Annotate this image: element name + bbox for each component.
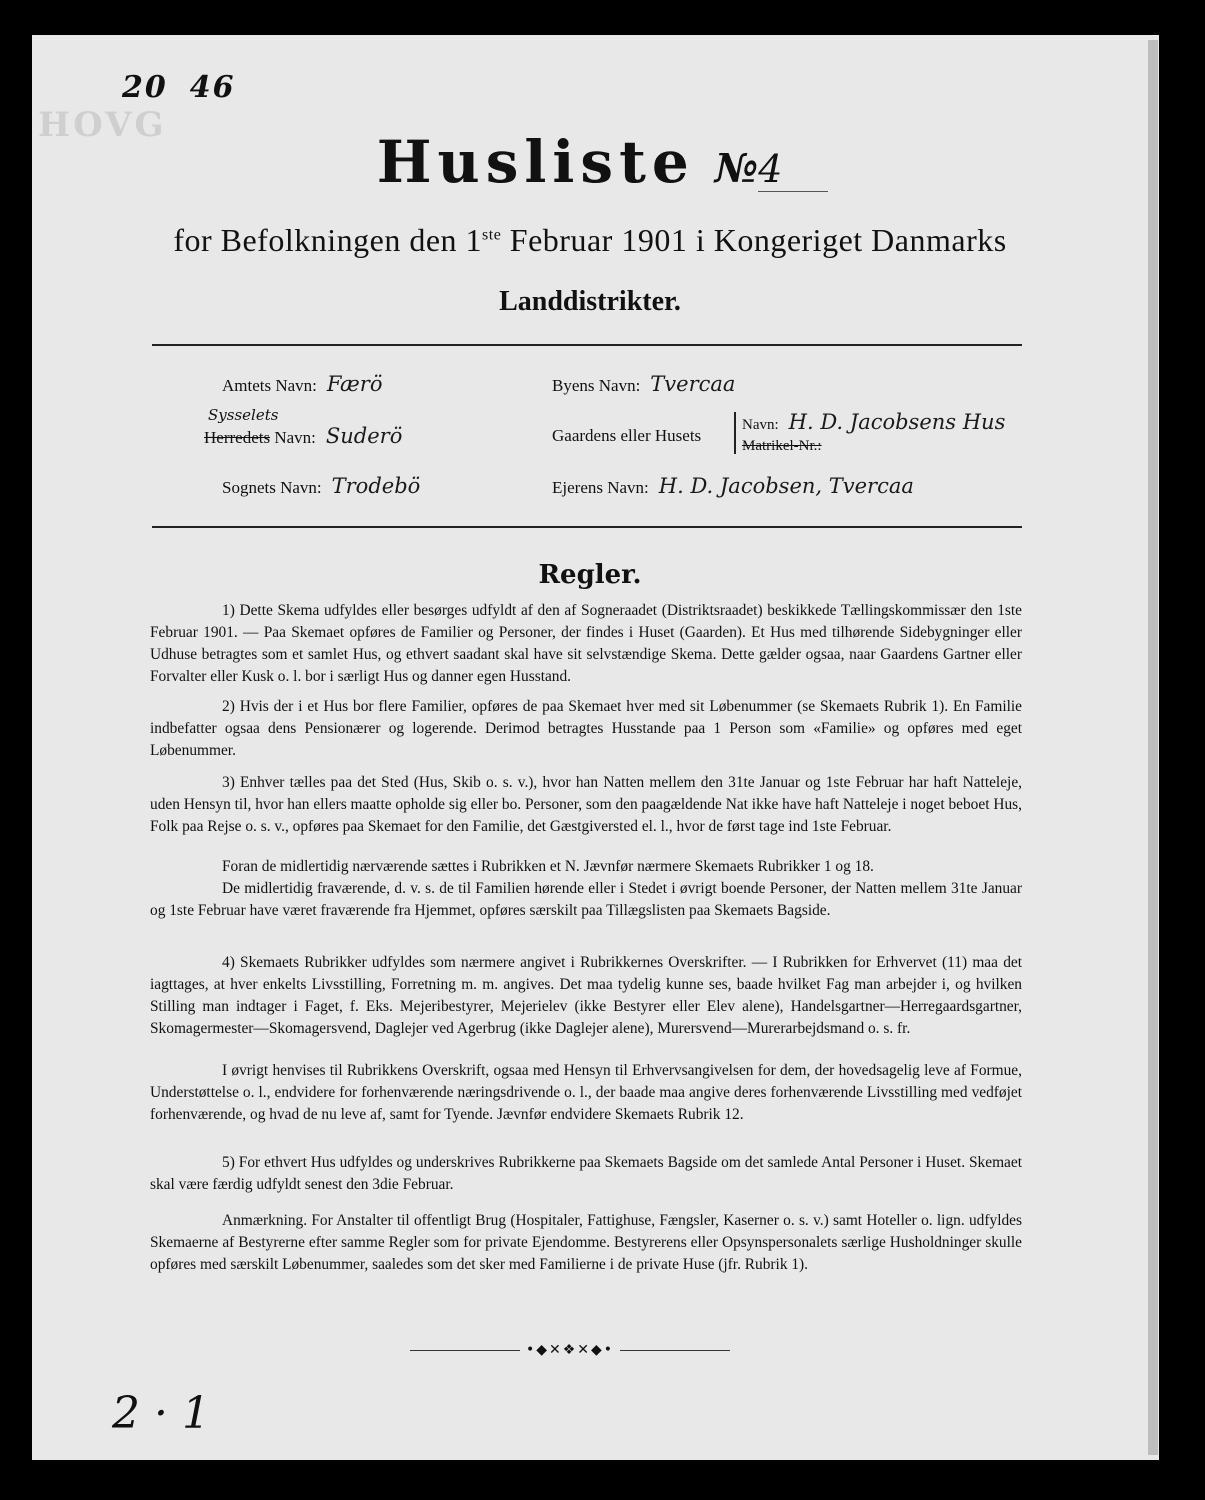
subtitle-post: Februar 1901 i Kongeriget Danmarks [501,222,1007,258]
amt-field [222,372,382,396]
navn-value: H. D. Jacobsens Hus [788,410,1006,434]
rule-2-text: 2) Hvis der i et Hus bor flere Familier, opføres de paa Skemaet hver med sit Løbenummer (se Skemaets Rubrik 1). En Familie indbefatter ogsaa dens Pensionærer og logerende. Derimod betragtes Husstande paa 1 Person som «Familie» og opføres med eget Løbenummer. [150,698,1022,759]
ornament-glyphs: •◆✕❖✕◆• [525,1342,615,1358]
rule-1-text: 1) Dette Skema udfyldes eller besørges udfyldt af den af Sogneraadet (Distriktsraadet) beskikkede Tællingskommissær den 1ste Februar 1901. — Paa Skemaet opføres de Familier og Personer, der findes i Huset (Gaarden). Et Hus med tilhørende Sidebygninger eller Udhuse betragtes som et samlet Hus, og ethvert saadant skal have sit selvstændige Skema. Dette gælder ogsaa, naar Gaardens Gartner eller Forvalter eller Kusk o. l. bor i særligt Hus og danner egen Husstand. [150,602,1022,685]
amt-label: Amtets Navn: [222,376,317,395]
by-label: Byens Navn: [552,376,641,395]
district-heading: Landdistrikter. [499,286,681,317]
by-value: Tvercaa [650,372,736,396]
archive-number-right: 46 [189,70,236,105]
herred-label: Navn: [274,428,316,447]
rule-3-note-b [150,878,1022,922]
subtitle-pre: for Befolkningen den 1 [173,222,483,258]
ornament-line-left [410,1350,520,1351]
archive-number-left: 20 [122,70,168,105]
sogn-label: Sognets Navn: [222,478,322,497]
rules-heading: Regler. [538,560,642,590]
herred-field [204,424,402,448]
rule-1 [150,600,1022,688]
top-rule [152,344,1022,346]
rule-4 [150,952,1022,1040]
subtitle-sup: ste [482,226,502,244]
amt-value: Færö [326,372,383,396]
herred-label-struck: Herredets [204,428,271,447]
rule-3-text: 3) Enhver tælles paa det Sted (Hus, Skib o. s. v.), hvor han Natten mellem den 31te Januar og 1ste Februar har haft Natteleje, uden Hensyn til, hvor han ellers maatte opholde sig eller bo. Personer, som den paagældende Nat ikke have haft Natteleje i noget beboet Hus, Folk paa Rejse o. s. v., opføres paa Skemaet for den Familie, det Gæstgiversted el. l., hvor de først tage ind 1ste Februar. [150,774,1022,835]
title-row [0,128,1205,196]
ejer-label: Ejerens Navn: [552,478,649,497]
annotation-note [150,1210,1022,1276]
field-bracket [734,412,736,454]
rule-3-note-a-text: Foran de midlertidig nærværende sættes i Rubrikken et N. Jævnfør nærmere Skemaets Rubrikker 1 og 18. [222,858,874,875]
handwritten-corner-note: 2 · 1 [112,1388,210,1439]
gaard-label: Gaardens eller Husets [552,426,702,445]
rule-3 [150,772,1022,838]
ejer-value: H. D. Jacobsen, Tvercaa [658,474,914,498]
form-number-value: 4 [758,147,828,192]
herred-value: Suderö [325,424,403,448]
rule-2 [150,696,1022,762]
matrikel-field [742,438,822,455]
rule-4-note-text: I øvrigt henvises til Rubrikkens Overskrift, ogsaa med Hensyn til Erhvervsangivelsen for dem, der hovedsagelig leve af Formue, Understøttelse o. l., endvidere for forhenværende næringsdrivende o. l., der baade maa angive deres forhenværende Livsstilling med vedføjet forhenværende, og hvad de nu leve af, samt for Tyende. Jævnfør endvidere Skemaets Rubrik 12. [150,1062,1022,1123]
syssel-above: Sysselets [208,406,279,424]
rule-3-note-b-text: De midlertidig fraværende, d. v. s. de til Familien hørende eller i Stedet i øvrigt boende Personer, der Natten mellem 31te Januar og 1ste Februar have været fraværende fra Hjemmet, opføres særskilt paa Tillægslisten paa Skemaets Bagside. [150,880,1022,919]
form-number-label: № [714,145,759,192]
archive-number [122,70,258,105]
rule-5-text: 5) For ethvert Hus udfyldes og underskrives Rubrikkerne paa Skemaets Bagside om det samlede Antal Personer i Huset. Skemaet skal være færdig udfyldt senest den 3die Februar. [150,1154,1022,1193]
ornament-divider [0,1342,1140,1358]
sogn-value: Trodebö [331,474,421,498]
sogn-field [222,474,420,498]
matrikel-label: Matrikel-Nr.: [742,438,822,454]
by-field [552,372,735,396]
ejer-field [552,474,914,498]
ornament-line-right [620,1350,730,1351]
rule-4-note [150,1060,1022,1126]
navn-field [742,410,1005,434]
rule-5 [150,1152,1022,1196]
rule-3-note-a [150,856,1022,878]
form-title: Husliste [376,128,695,196]
annotation-note-text: Anmærkning. For Anstalter til offentligt Brug (Hospitaler, Fattighuse, Fængsler, Kaserner o. s. v.) samt Hoteller o. lign. udfyldes Skemaerne af Bestyrerne efter samme Regler som for private Ejendomme. Bestyrerens eller Opsynspersonalets særlige Husholdninger skulle opføres med særskilt Løbenummer, saaledes som det sker med Familierne i de private Huse (jfr. Rubrik 1). [150,1212,1022,1273]
form-subtitle [0,222,1180,259]
rule-4-text: 4) Skemaets Rubrikker udfyldes som nærmere angivet i Rubrikkernes Overskrifter. — I Rubrikken for Erhvervet (11) maa det iagttages, at hver enkelts Livsstilling, Forretning m. m. angives. Det maa tydelig kunne ses, baade hvilket Fag man arbejder i, og hvilken Stilling man indtager i Faget, f. Eks. Mejeribestyrer, Mejerielev (ikke Bestyrer eller Elev alene), Handelsgartner—Herregaardsgartner, Skomagermester—Skomagersvend, Daglejer ved Agerbrug (ikke Daglejer alene), Murersvend—Murerarbejdsmand o. s. fr. [150,954,1022,1037]
faded-stamp: HOVG [38,105,167,145]
navn-label: Navn: [742,417,779,433]
bottom-rule [152,526,1022,528]
